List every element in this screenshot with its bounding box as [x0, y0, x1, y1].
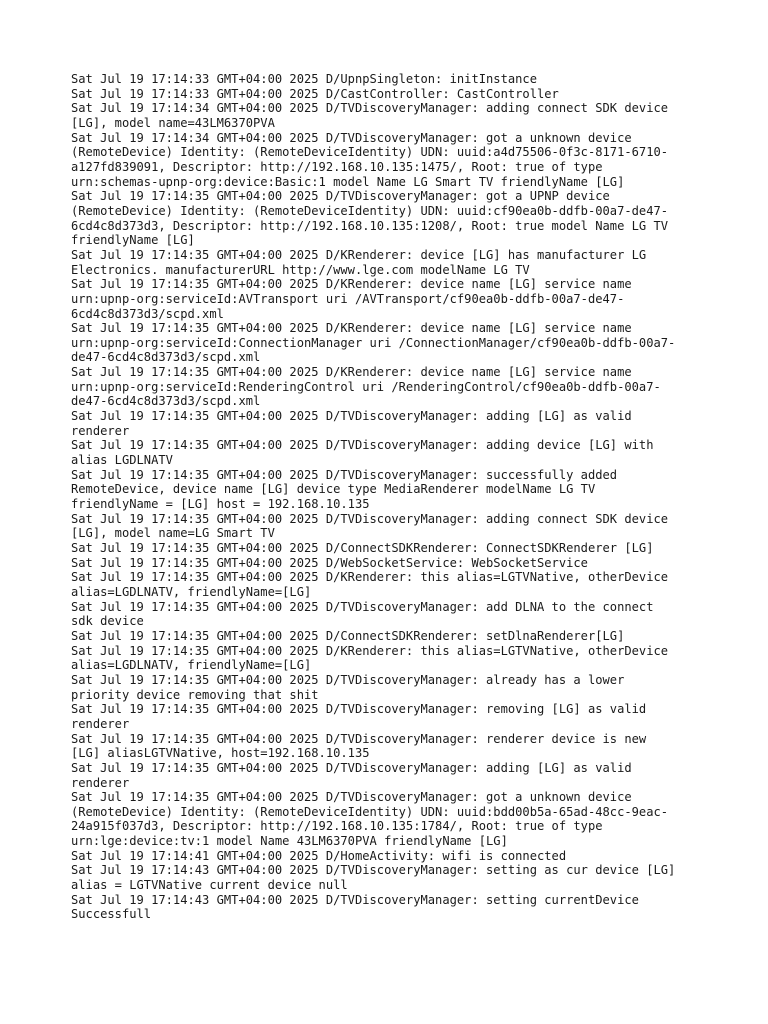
log-entry: Sat Jul 19 17:14:35 GMT+04:00 2025 D/KRenderer: this alias=LGTVNative, otherDevice alias=LGDLNATV, friendlyName=[LG] — [71, 570, 669, 599]
log-page — [71, 72, 731, 922]
log-entry: Sat Jul 19 17:14:43 GMT+04:00 2025 D/TVDiscoveryManager: setting as cur device [LG] alias = LGTVNative current device null — [71, 863, 676, 893]
log-entry: Sat Jul 19 17:14:35 GMT+04:00 2025 D/TVDiscoveryManager: successfully added RemoteDevice, device name [LG] device type MediaRenderer modelName LG TV friendlyName = [LG] host = 192.168.10.135 — [71, 467, 618, 512]
log-entry: Sat Jul 19 17:14:35 GMT+04:00 2025 D/KRenderer: device name [LG] service name urn:upnp-org:serviceId:ConnectionManager uri /ConnectionManager/cf90ea0b-ddfb-00a7- de47-6cd4c8d373d3/scpd.xml — [71, 321, 676, 365]
log-entry: Sat Jul 19 17:14:35 GMT+04:00 2025 D/KRenderer: this alias=LGTVNative, otherDevice alias=LGDLNATV, friendlyName=[LG] — [71, 643, 669, 673]
log-entry: Sat Jul 19 17:14:35 GMT+04:00 2025 D/TVDiscoveryManager: renderer device is new [LG] aliasLGTVNative, host=192.168.10.135 — [71, 731, 647, 761]
log-entry: Sat Jul 19 17:14:33 GMT+04:00 2025 D/CastController: CastController — [71, 86, 559, 101]
log-entry: Sat Jul 19 17:14:35 GMT+04:00 2025 D/KRenderer: device name [LG] service name urn:upnp-org:serviceId:AVTransport uri /AVTransport/cf90ea0b-ddfb-00a7-de47- 6cd4c8d373d3/scpd.xml — [71, 277, 632, 321]
log-entry: Sat Jul 19 17:14:35 GMT+04:00 2025 D/KRenderer: device name [LG] service name urn:upnp-org:serviceId:RenderingControl uri /RenderingControl/cf90ea0b-ddfb-00a7- de47-6cd4c8d373d3/scpd.xml — [71, 365, 661, 409]
log-entry: Sat Jul 19 17:14:35 GMT+04:00 2025 D/TVDiscoveryManager: adding device [LG] with alias LGDLNATV — [71, 438, 654, 468]
log-entry: Sat Jul 19 17:14:35 GMT+04:00 2025 D/WebSocketService: WebSocketService — [71, 555, 588, 570]
log-entry: Sat Jul 19 17:14:35 GMT+04:00 2025 D/KRenderer: device [LG] has manufacturer LG Electronics. manufacturerURL http://www.lge.com modelName LG TV — [71, 247, 647, 277]
log-entry: Sat Jul 19 17:14:35 GMT+04:00 2025 D/ConnectSDKRenderer: ConnectSDKRenderer [LG] — [71, 541, 654, 555]
log-entry: Sat Jul 19 17:14:35 GMT+04:00 2025 D/TVDiscoveryManager: got a UPNP device (RemoteDevice) Identity: (RemoteDeviceIdentity) UDN: uuid:cf90ea0b-ddfb-00a7-de47- 6cd4c8d373d3, Descriptor: http://192.168.10.135:1208/, Root: true model Name LG TV friendlyName [LG] — [71, 189, 669, 248]
log-entry: Sat Jul 19 17:14:35 GMT+04:00 2025 D/TVDiscoveryManager: add DLNA to the connect sdk device — [71, 599, 654, 629]
log-entry: Sat Jul 19 17:14:35 GMT+04:00 2025 D/TVDiscoveryManager: removing [LG] as valid renderer — [71, 702, 647, 731]
log-entry: Sat Jul 19 17:14:43 GMT+04:00 2025 D/TVDiscoveryManager: setting currentDevice Successfull — [71, 892, 639, 922]
log-entry: Sat Jul 19 17:14:34 GMT+04:00 2025 D/TVDiscoveryManager: adding connect SDK device [LG], model name=43LM6370PVA — [71, 101, 669, 130]
log-entry: Sat Jul 19 17:14:35 GMT+04:00 2025 D/TVDiscoveryManager: got a unknown device (RemoteDevice) Identity: (RemoteDeviceIdentity) UDN: uuid:bdd00b5a-65ad-48cc-9eac- 24a915f037d3, Descriptor: http://192.168.10.135:1784/, Root: true of type urn:lge:device:tv:1 model Name 43LM6370PVA friendlyName [LG] — [71, 790, 669, 849]
log-entry: Sat Jul 19 17:14:35 GMT+04:00 2025 D/TVDiscoveryManager: adding [LG] as valid renderer — [71, 760, 632, 790]
log-entry: Sat Jul 19 17:14:41 GMT+04:00 2025 D/HomeActivity: wifi is connected — [71, 848, 567, 863]
log-entry: Sat Jul 19 17:14:35 GMT+04:00 2025 D/TVDiscoveryManager: adding [LG] as valid renderer — [71, 409, 632, 438]
log-entry: Sat Jul 19 17:14:35 GMT+04:00 2025 D/ConnectSDKRenderer: setDlnaRenderer[LG] — [71, 628, 625, 643]
log-entry: Sat Jul 19 17:14:35 GMT+04:00 2025 D/TVDiscoveryManager: already has a lower priority device removing that shit — [71, 672, 625, 702]
log-entry: Sat Jul 19 17:14:33 GMT+04:00 2025 D/UpnpSingleton: initInstance — [71, 72, 537, 86]
log-entry: Sat Jul 19 17:14:34 GMT+04:00 2025 D/TVDiscoveryManager: got a unknown device (RemoteDevice) Identity: (RemoteDeviceIdentity) UDN: uuid:a4d75506-0f3c-8171-6710- a127fd839091, Descriptor: http://192.168.10.135:1475/, Root: true of type urn:schemas-upnp-org:device:Basic:1 model Name LG Smart TV friendlyName [LG] — [71, 130, 669, 189]
log-entry: Sat Jul 19 17:14:35 GMT+04:00 2025 D/TVDiscoveryManager: adding connect SDK device [LG], model name=LG Smart TV — [71, 511, 669, 541]
